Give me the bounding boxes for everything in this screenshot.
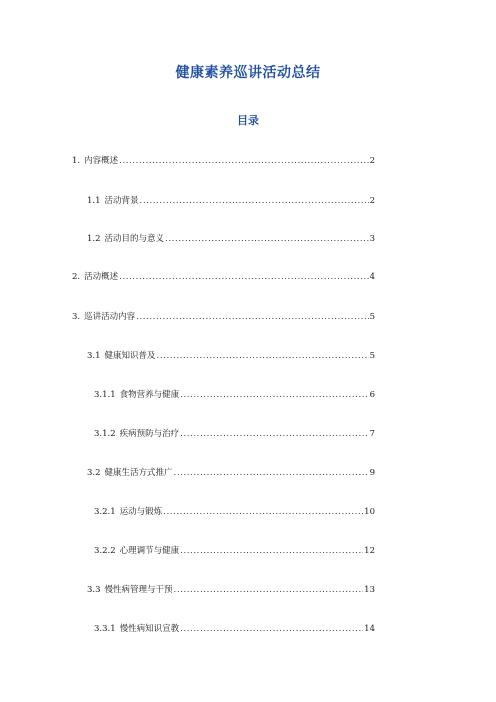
toc-entry-number: 3.3.1 xyxy=(94,624,116,634)
toc-dot-leader xyxy=(174,467,369,479)
toc-entry[interactable] xyxy=(72,311,375,323)
toc-entry[interactable] xyxy=(94,506,375,518)
toc-entry-page: 10 xyxy=(364,507,375,517)
toc-entry-page: 12 xyxy=(364,546,375,556)
toc-entry-title: 慢性病管理与干预 xyxy=(104,585,173,595)
toc-entry-title: 健康知识普及 xyxy=(104,351,156,361)
toc-dot-leader xyxy=(180,623,363,635)
toc-entry-number: 1.1 xyxy=(87,196,101,206)
toc-entry[interactable] xyxy=(94,545,375,557)
toc-entry-number: 2. xyxy=(72,272,81,282)
toc-entry-title: 活动背景 xyxy=(104,196,139,206)
toc-entry-title: 疾病预防与治疗 xyxy=(119,429,180,439)
toc-entry-title: 巡讲活动内容 xyxy=(84,312,136,322)
toc-entry-page: 5 xyxy=(369,351,375,361)
toc-entry-title: 活动目的与意义 xyxy=(104,234,165,244)
toc-entry[interactable] xyxy=(94,623,375,635)
toc-entry[interactable] xyxy=(87,233,375,245)
toc-entry-title: 运动与锻炼 xyxy=(119,507,163,517)
toc-entry-title: 食物营养与健康 xyxy=(119,390,180,400)
toc-entry-page: 5 xyxy=(369,312,375,322)
document-title: 健康素养巡讲活动总结 xyxy=(175,65,321,81)
toc-entry[interactable] xyxy=(87,584,375,596)
toc-dot-leader xyxy=(119,271,368,283)
toc-entry-page: 14 xyxy=(364,624,375,634)
toc-entry[interactable] xyxy=(87,467,375,479)
toc-entry-number: 3. xyxy=(72,312,81,322)
toc-entry-page: 2 xyxy=(369,196,375,206)
toc-entry-title: 慢性病知识宣教 xyxy=(119,624,180,634)
toc-dot-leader xyxy=(119,155,368,167)
toc-entry-number: 3.1.1 xyxy=(94,390,116,400)
toc-entry[interactable] xyxy=(94,428,375,440)
toc-entry-number: 3.1.2 xyxy=(94,429,116,439)
toc-dot-leader xyxy=(157,350,369,362)
toc-heading: 目录 xyxy=(237,114,259,127)
toc-entry-page: 4 xyxy=(369,272,375,282)
toc-entry-page: 9 xyxy=(369,468,375,478)
toc-entry-number: 3.2.1 xyxy=(94,507,116,517)
toc-entry-title: 活动概述 xyxy=(84,272,119,282)
toc-entry-number: 1.2 xyxy=(87,234,101,244)
toc-entry-page: 3 xyxy=(369,234,375,244)
toc-entry[interactable] xyxy=(87,195,375,207)
toc-dot-leader xyxy=(163,506,363,518)
toc-entry-number: 1. xyxy=(72,156,81,166)
toc-entry-page: 2 xyxy=(369,156,375,166)
toc-entry-number: 3.1 xyxy=(87,351,101,361)
toc-dot-leader xyxy=(140,195,369,207)
toc-dot-leader xyxy=(174,584,364,596)
toc-dot-leader xyxy=(136,311,368,323)
toc-entry-title: 健康生活方式推广 xyxy=(104,468,173,478)
toc-dot-leader xyxy=(165,233,369,245)
toc-dot-leader xyxy=(180,389,368,401)
toc-entry[interactable] xyxy=(72,271,375,283)
toc-entry-page: 7 xyxy=(369,429,375,439)
toc-dot-leader xyxy=(180,545,363,557)
toc-entry-title: 内容概述 xyxy=(84,156,119,166)
toc-entry-page: 13 xyxy=(364,585,375,595)
toc-entry[interactable] xyxy=(72,155,375,167)
toc-entry-number: 3.2 xyxy=(87,468,101,478)
toc-entry-page: 6 xyxy=(369,390,375,400)
toc-entry-number: 3.3 xyxy=(87,585,101,595)
toc-entry[interactable] xyxy=(87,350,375,362)
toc-entry-number: 3.2.2 xyxy=(94,546,116,556)
toc-entry-title: 心理调节与健康 xyxy=(119,546,180,556)
toc-dot-leader xyxy=(180,428,368,440)
toc-entry[interactable] xyxy=(94,389,375,401)
